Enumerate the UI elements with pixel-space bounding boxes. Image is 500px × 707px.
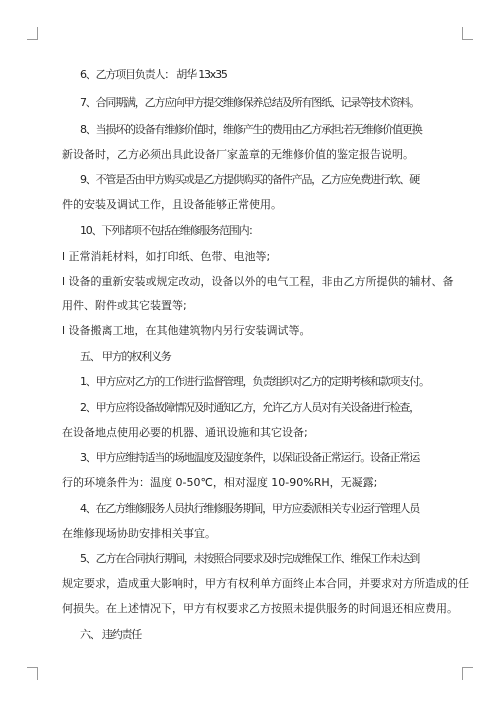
clause-9-line-2: 件的安装及调试工作，且设备能够正常使用。 [62,198,282,211]
duty-5-line-1: 5、乙方在合同执行期间，未按照合同要求及时完成维保工作、维保工作未达到 [80,552,419,565]
duty-2-line-1: 2、甲方应将设备故障情况及时通知乙方，允许乙方人员对有关设备进行检查， [80,401,419,414]
section-heading-5: 五、 甲方的权利义务 [80,350,171,363]
duty-1-line: 1、甲方应对乙方的工作进行监督管理，负责组织对乙方的定期考核和款项支付。 [80,375,429,388]
duty-5-line-3: 何损失。在上述情况下，甲方有权要求乙方按照未提供服务的时间退还相应费用。 [62,602,458,615]
clause-7-line: 7、合同期满，乙方应向甲方提交维修保养总结及所有图纸、记录等技术资料。 [80,96,419,109]
clause-10-line: 10、下列诸项不包括在维修服务范围内： [80,224,259,237]
duty-2-line-2: 在设备地点使用必要的机器、通讯设施和其它设备; [62,426,308,439]
bullet-item-3: l 设备搬离工地，在其他建筑物内另行安装调试等。 [62,324,311,337]
clause-6-line: 6、乙方项目负责人： 胡华 13x35 [80,68,227,81]
section-heading-6: 六、 违约责任 [80,628,142,641]
duty-5-line-2: 规定要求，造成重大影响时，甲方有权利单方面终止本合同，并要求对方所造成的任 [62,577,469,590]
bullet-item-2-line-1: l 设备的重新安装或规定改动，设备以外的电气工程，非由乙方所提供的辅材、备 [62,275,454,288]
bullet-item-1: l 正常消耗材料，如打印纸、色带、电池等; [62,250,271,263]
bullet-item-2-line-2: 用件、附件或其它装置等; [62,299,187,312]
duty-4-line-1: 4、在乙方维修服务人员执行维修服务期间，甲方应委派相关专业运行管理人员 [80,502,419,515]
duty-4-line-2: 在维修现场协助安排相关事宜。 [62,527,216,540]
clause-8-line-2: 新设备时，乙方必须出具此设备厂家盖章的无维修价值的鉴定报告说明。 [62,148,414,161]
clause-9-line-1: 9、不管是否由甲方购买或是乙方提供购买的备件产品，乙方应免费进行软、硬 [80,173,419,186]
clause-8-line-1: 8、当损坏的设备有维修价值时，维修产生的费用由乙方承担;若无维修价值更换 [80,123,422,136]
duty-3-line-1: 3、甲方应维持适当的场地温度及湿度条件，以保证设备正常运行。设备正常运 [80,451,419,464]
duty-3-line-2: 行的环境条件为：温度 0-50℃，相对湿度 10-90%RH，无凝露; [62,476,378,489]
